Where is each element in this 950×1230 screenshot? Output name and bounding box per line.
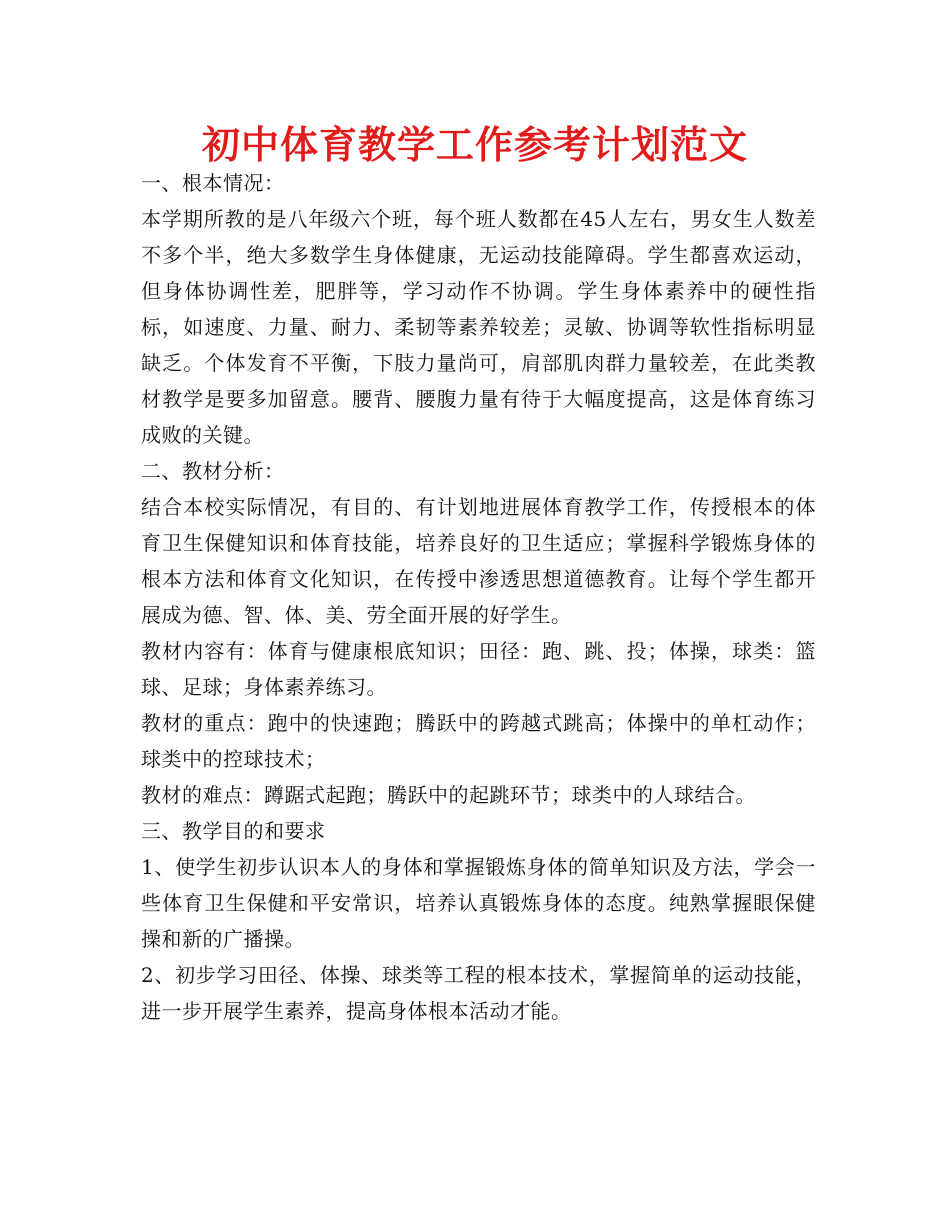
document-title: 初中体育教学工作参考计划范文 bbox=[201, 123, 748, 167]
document-body bbox=[141, 165, 816, 1029]
section-heading-teaching-goals: 三、教学目的和要求 bbox=[141, 819, 326, 843]
section-heading-material-analysis: 二、教材分析： bbox=[141, 459, 285, 483]
paragraph-goal-1: 1、使学生初步认识本人的身体和掌握锻炼身体的简单知识及方法，学会一些体育卫生保健和平安常识，培养认真锻炼身体的态度。纯熟掌握眼保健操和新的广播操。 bbox=[141, 855, 816, 951]
section-heading-basic-situation: 一、根本情况： bbox=[141, 171, 285, 195]
paragraph-material-analysis: 结合本校实际情况，有目的、有计划地进展体育教学工作，传授根本的体育卫生保健知识和体育技能，培养良好的卫生适应；掌握科学锻炼身体的根本方法和体育文化知识，在传授中渗透思想道德教育。让每个学生都开展成为德、智、体、美、劳全面开展的好学生。 bbox=[141, 495, 816, 627]
paragraph-basic-situation: 本学期所教的是八年级六个班，每个班人数都在45人左右，男女生人数差不多个半，绝大多数学生身体健康，无运动技能障碍。学生都喜欢运动，但身体协调性差，肥胖等，学习动作不协调。学生身体素养中的硬性指标，如速度、力量、耐力、柔韧等素养较差；灵敏、协调等软性指标明显缺乏。个体发育不平衡，下肢力量尚可，肩部肌肉群力量较差，在此类教材教学是要多加留意。腰背、腰腹力量有待于大幅度提高，这是体育练习成败的关键。 bbox=[141, 207, 816, 447]
paragraph-material-difficulties: 教材的难点：蹲踞式起跑；腾跃中的起跳环节；球类中的人球结合。 bbox=[141, 783, 756, 807]
paragraph-material-content: 教材内容有：体育与健康根底知识；田径：跑、跳、投；体操，球类：篮球、足球；身体素养练习。 bbox=[141, 639, 816, 699]
paragraph-goal-2: 2、初步学习田径、体操、球类等工程的根本技术，掌握简单的运动技能，进一步开展学生素养，提高身体根本活动才能。 bbox=[141, 963, 816, 1023]
paragraph-material-key-points: 教材的重点：跑中的快速跑；腾跃中的跨越式跳高；体操中的单杠动作；球类中的控球技术； bbox=[141, 711, 816, 771]
